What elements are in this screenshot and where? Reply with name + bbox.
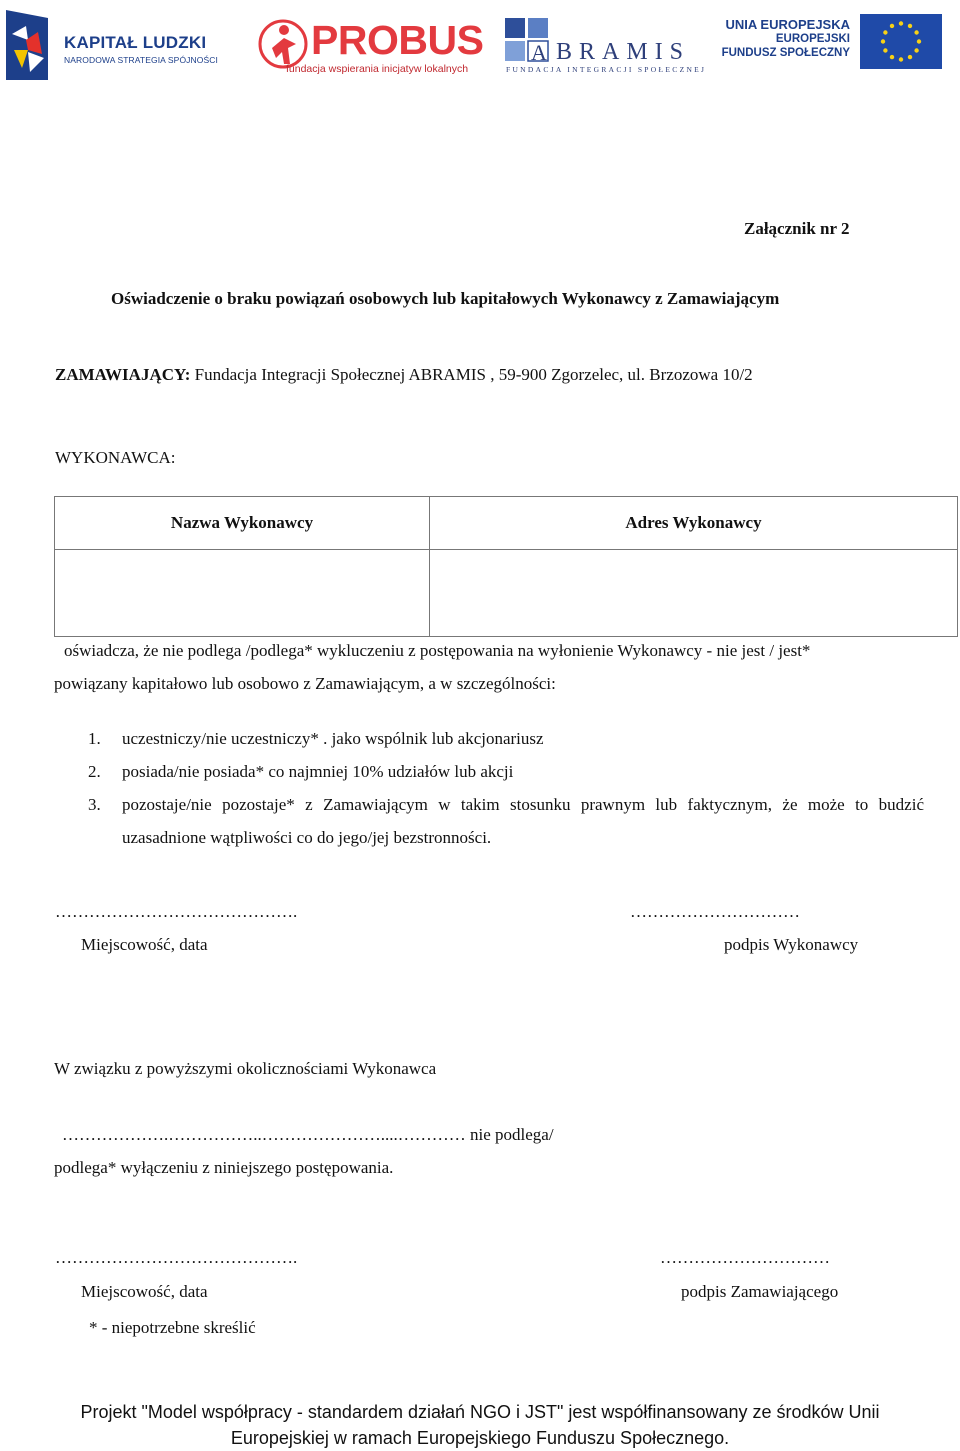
- eu-star-icon: [899, 57, 903, 61]
- client-line: [55, 365, 753, 385]
- eu-star-icon: [917, 39, 921, 43]
- place-date-label: Miejscowość, data: [81, 935, 208, 954]
- table-header-row: [55, 497, 958, 550]
- eu-star-icon: [881, 39, 885, 43]
- col-contractor-address: Adres Wykonawcy: [430, 497, 958, 550]
- document-title: Oświadczenie o braku powiązań osobowych lub kapitałowych Wykonawcy z Zamawiającym: [111, 289, 780, 308]
- eu-star-icon: [890, 24, 894, 28]
- eu-star-icon: [908, 55, 912, 59]
- logo-title: KAPITAŁ LUDZKI: [64, 33, 207, 52]
- circumstances-text: W związku z powyższymi okolicznościami Wykonawca: [54, 1059, 437, 1078]
- list-item: 1. uczestniczy/nie uczestniczy* . jako wspólnik lub akcjonariusz: [88, 729, 544, 748]
- eu-star-icon: [899, 21, 903, 25]
- eu-star-icon: [883, 30, 887, 34]
- dotted-line-exclusion[interactable]: ……………….……………..…………………....………… nie podlega/: [62, 1125, 554, 1144]
- eu-star-icon: [914, 30, 918, 34]
- abramis-letter: A: [531, 40, 547, 64]
- dotted-line-place-date[interactable]: …………………………………….: [55, 902, 298, 921]
- eu-star-icon: [890, 55, 894, 59]
- dotted-line-signature[interactable]: …………………………: [660, 1248, 830, 1267]
- logo-line: EUROPEJSKI: [775, 33, 850, 45]
- logo-line: UNIA EUROPEJSKA: [725, 17, 850, 32]
- logo-title: BRAMIS: [556, 39, 691, 65]
- contractor-table: [54, 496, 958, 637]
- dotted-line-place-date[interactable]: …………………………………….: [55, 1248, 298, 1267]
- list-item: 3. pozostaje/nie pozostaje* z Zamawiającym w takim stosunku prawnym lub faktycznym, że może to budzić uzasadnione wątpliwości co do jego/jej bezstronności.: [88, 795, 924, 847]
- place-date-label: Miejscowość, data: [81, 1282, 208, 1301]
- contractor-signature-label: podpis Wykonawcy: [724, 935, 859, 954]
- annex-number: Załącznik nr 2: [744, 219, 850, 238]
- contractor-label: WYKONAWCA:: [55, 448, 176, 467]
- statement-line: oświadcza, że nie podlega /podlega* wykluczeniu z postępowania na wyłonienie Wykonawcy - nie jest / jest*: [64, 641, 811, 660]
- criteria-list: [54, 722, 924, 854]
- logo-text: [722, 18, 850, 60]
- eu-star-icon: [914, 48, 918, 52]
- statement-line: powiązany kapitałowo lub osobowo z Zamawiającym, a w szczególności:: [54, 674, 556, 693]
- footer-line: Europejskiej w ramach Europejskiego Funduszu Społecznego.: [230, 1428, 730, 1448]
- eu-star-icon: [908, 24, 912, 28]
- contractor-name-cell[interactable]: [55, 550, 430, 637]
- eu-star-icon: [883, 48, 887, 52]
- list-item: 2. posiada/nie posiada* co najmniej 10% udziałów lub akcji: [88, 762, 514, 781]
- abramis-squares-icon: [505, 18, 553, 64]
- eu-flag-icon: [860, 14, 942, 69]
- client-value: Fundacja Integracji Społecznej ABRAMIS , 59-900 Zgorzelec, ul. Brzozowa 10/2: [190, 365, 753, 384]
- contractor-address-cell[interactable]: [430, 550, 958, 637]
- kapital-ludzki-mark-icon: [6, 10, 48, 80]
- logo-subtitle: fundacja wspierania inicjatyw lokalnych: [286, 63, 469, 75]
- table-row: [55, 550, 958, 637]
- project-footer: [0, 1399, 960, 1451]
- exclusion-text: podlega* wyłączeniu z niniejszego postępowania.: [54, 1158, 394, 1177]
- logo-title: PROBUS: [311, 17, 484, 63]
- footnote: * - niepotrzebne skreślić: [89, 1318, 256, 1337]
- col-contractor-name: Nazwa Wykonawcy: [55, 497, 430, 550]
- footer-line: Projekt "Model współpracy - standardem działań NGO i JST" jest współfinansowany ze środków Unii: [80, 1402, 880, 1422]
- logo-line: FUNDUSZ SPOŁECZNY: [721, 47, 850, 59]
- client-signature-label: podpis Zamawiającego: [681, 1282, 839, 1301]
- client-label: ZAMAWIAJĄCY:: [55, 365, 191, 384]
- logo-subtitle: NARODOWA STRATEGIA SPÓJNOŚCI: [64, 55, 218, 65]
- dotted-line-signature[interactable]: …………………………: [630, 902, 800, 921]
- logo-subtitle: FUNDACJA INTEGRACJI SPOŁECZNEJ: [506, 65, 707, 74]
